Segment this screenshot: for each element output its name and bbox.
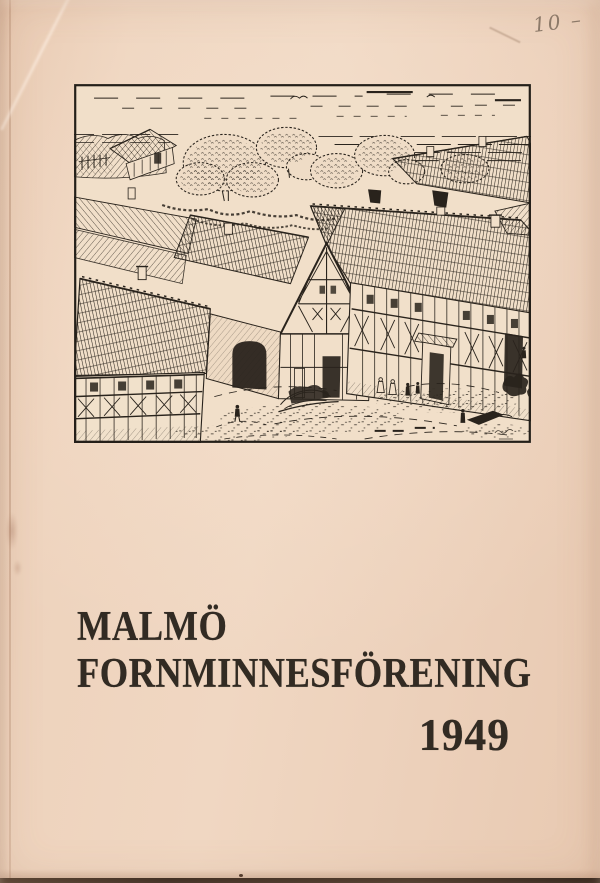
pencil-scratch [489,27,520,43]
farmstead-engraving [74,84,531,443]
edge-smudge [6,512,18,550]
cover-illustration [74,84,531,443]
edge-smudge [13,560,22,576]
handwritten-price: 10 – [531,7,585,37]
cover-title-line2: FORNMINNESFÖRENING [77,651,532,697]
cover-left-edge-shading [0,0,9,883]
cover-title-line1: MALMÖ [77,604,228,650]
scan-bottom-edge [0,878,600,883]
spine-crease [9,0,11,883]
bottom-edge-shading [0,869,600,878]
cover-year: 1949 [418,709,510,760]
